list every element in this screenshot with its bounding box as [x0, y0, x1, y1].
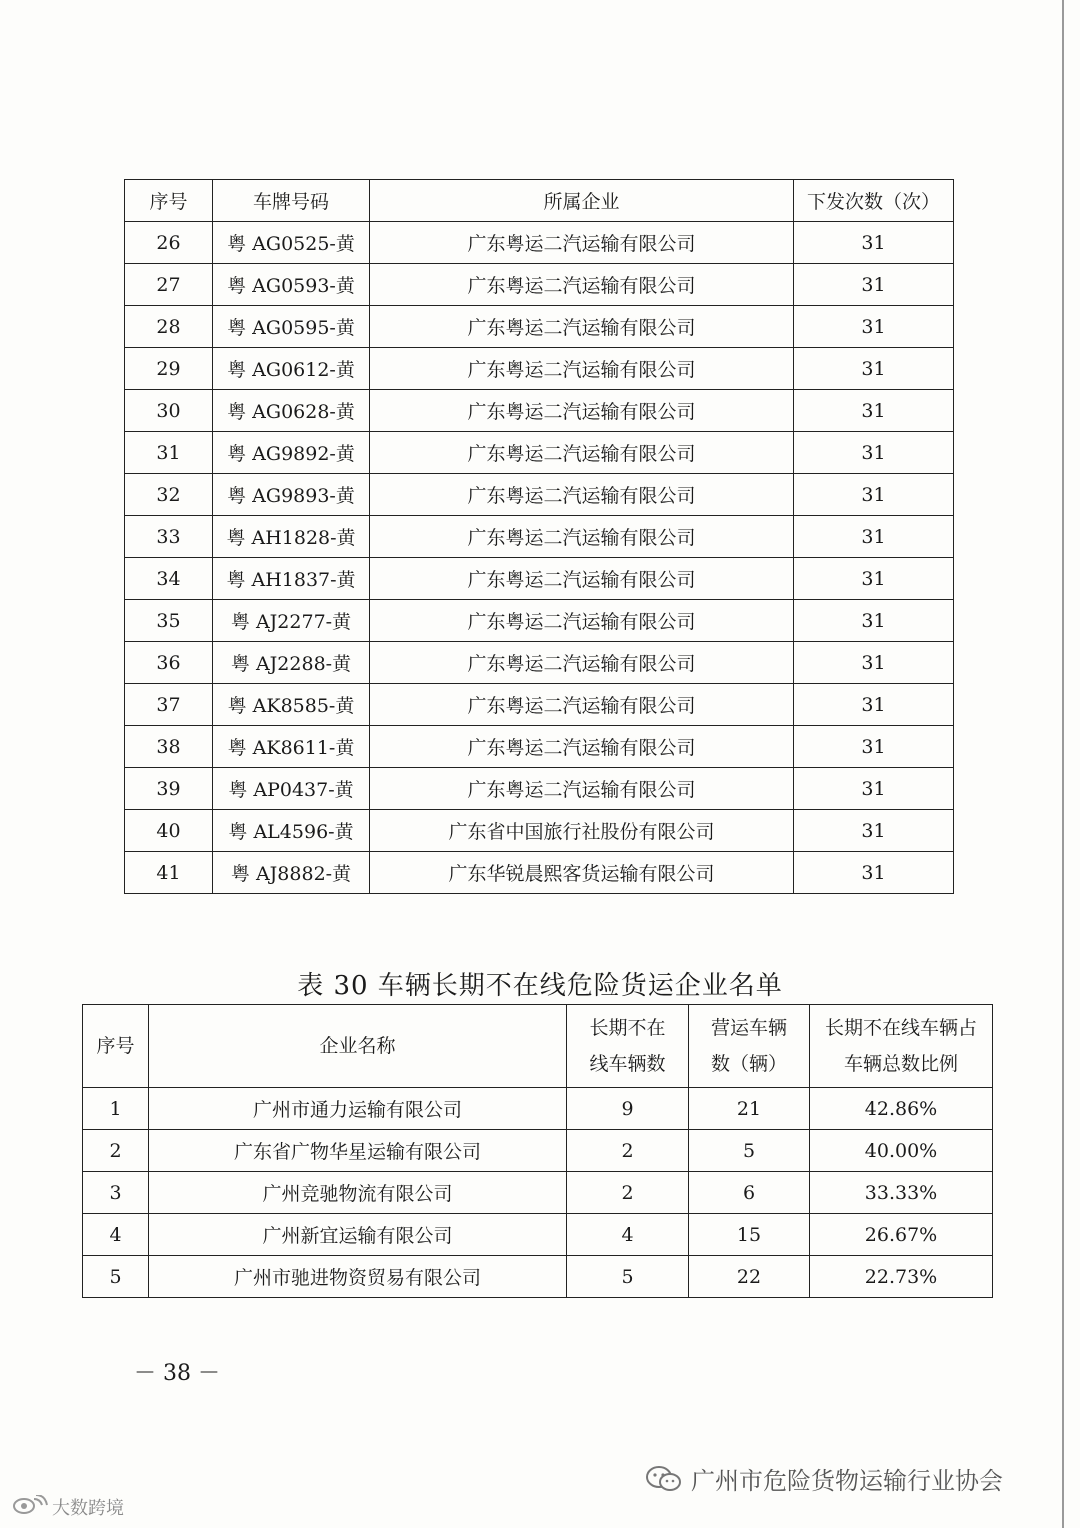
table-cell: 粤 AJ8882-黄	[213, 852, 370, 894]
table-cell: 广东华锐晨熙客货运输有限公司	[370, 852, 794, 894]
table-cell: 38	[125, 726, 213, 768]
table-cell: 39	[125, 768, 213, 810]
table-cell: 粤 AK8611-黄	[213, 726, 370, 768]
table-cell: 广东粤运二汽运输有限公司	[370, 684, 794, 726]
table-cell: 22	[689, 1256, 810, 1298]
table-cell: 26.67%	[810, 1214, 993, 1256]
table-cell: 广东省广物华星运输有限公司	[149, 1130, 567, 1172]
header-cell: 下发次数（次）	[794, 180, 954, 222]
table-cell: 粤 AG0593-黄	[213, 264, 370, 306]
header-cell: 营运车辆数（辆）	[689, 1005, 810, 1088]
company-table-header	[83, 1005, 993, 1088]
company-table-row	[83, 1130, 993, 1172]
table-cell: 40.00%	[810, 1130, 993, 1172]
table-cell: 31	[794, 390, 954, 432]
company-table	[82, 1004, 993, 1298]
table-cell: 31	[794, 222, 954, 264]
table-cell: 42.86%	[810, 1088, 993, 1130]
table-cell: 粤 AL4596-黄	[213, 810, 370, 852]
vehicle-table-row	[125, 432, 954, 474]
table-cell: 5	[689, 1130, 810, 1172]
table-cell: 粤 AK8585-黄	[213, 684, 370, 726]
table-cell: 31	[794, 852, 954, 894]
table-cell: 9	[567, 1088, 689, 1130]
vehicle-table-row	[125, 684, 954, 726]
table-cell: 广东粤运二汽运输有限公司	[370, 726, 794, 768]
table-cell: 31	[794, 768, 954, 810]
table-cell: 28	[125, 306, 213, 348]
table-cell: 粤 AH1828-黄	[213, 516, 370, 558]
table-cell: 广东粤运二汽运输有限公司	[370, 264, 794, 306]
table-cell: 21	[689, 1088, 810, 1130]
table-cell: 31	[794, 432, 954, 474]
watermark-association	[645, 1461, 1003, 1496]
table-cell: 1	[83, 1088, 149, 1130]
table-cell: 35	[125, 600, 213, 642]
vehicle-table-row	[125, 810, 954, 852]
table-cell: 41	[125, 852, 213, 894]
table-cell: 33.33%	[810, 1172, 993, 1214]
table-cell: 31	[794, 600, 954, 642]
table-cell: 31	[794, 642, 954, 684]
table-cell: 34	[125, 558, 213, 600]
table-cell: 31	[794, 348, 954, 390]
table-cell: 26	[125, 222, 213, 264]
table-cell: 22.73%	[810, 1256, 993, 1298]
table-cell: 粤 AP0437-黄	[213, 768, 370, 810]
wechat-icon	[645, 1465, 683, 1493]
table-cell: 广州市通力运输有限公司	[149, 1088, 567, 1130]
table-cell: 27	[125, 264, 213, 306]
watermark-brand	[12, 1494, 124, 1520]
table-cell: 4	[567, 1214, 689, 1256]
table-cell: 粤 AG0525-黄	[213, 222, 370, 264]
table-cell: 广东粤运二汽运输有限公司	[370, 432, 794, 474]
header-cell: 序号	[125, 180, 213, 222]
vehicle-table-row	[125, 222, 954, 264]
table-cell: 广州新宜运输有限公司	[149, 1214, 567, 1256]
table-cell: 29	[125, 348, 213, 390]
table-cell: 广东粤运二汽运输有限公司	[370, 222, 794, 264]
company-table-row	[83, 1256, 993, 1298]
table-cell: 广东粤运二汽运输有限公司	[370, 474, 794, 516]
vehicle-table-row	[125, 600, 954, 642]
vehicle-table-header	[125, 180, 954, 222]
vehicle-table-row	[125, 306, 954, 348]
watermark-association-text: 广州市危险货物运输行业协会	[691, 1467, 1003, 1495]
table-cell: 广东粤运二汽运输有限公司	[370, 642, 794, 684]
vehicle-table-row	[125, 768, 954, 810]
table-cell: 广东粤运二汽运输有限公司	[370, 516, 794, 558]
vehicle-table-row	[125, 852, 954, 894]
table-cell: 广东粤运二汽运输有限公司	[370, 768, 794, 810]
table-cell: 36	[125, 642, 213, 684]
header-cell: 所属企业	[370, 180, 794, 222]
page-number: － 38 －	[134, 1361, 220, 1386]
table-cell: 2	[567, 1130, 689, 1172]
vehicle-table-row	[125, 558, 954, 600]
vehicle-table-row	[125, 516, 954, 558]
table-cell: 33	[125, 516, 213, 558]
table-cell: 15	[689, 1214, 810, 1256]
table-cell: 广东粤运二汽运输有限公司	[370, 600, 794, 642]
vehicle-table-row	[125, 348, 954, 390]
vehicle-table	[124, 179, 954, 894]
weibo-icon	[12, 1495, 48, 1520]
table-cell: 广东粤运二汽运输有限公司	[370, 306, 794, 348]
vehicle-table-row	[125, 390, 954, 432]
header-cell: 长期不在线车辆占车辆总数比例	[810, 1005, 993, 1088]
table-cell: 37	[125, 684, 213, 726]
table-cell: 31	[794, 810, 954, 852]
table-cell: 4	[83, 1214, 149, 1256]
table-cell: 31	[794, 306, 954, 348]
table-cell: 粤 AJ2288-黄	[213, 642, 370, 684]
header-cell: 长期不在线车辆数	[567, 1005, 689, 1088]
table-cell: 5	[567, 1256, 689, 1298]
watermark-brand-text: 大数跨境	[52, 1498, 124, 1519]
table-cell: 3	[83, 1172, 149, 1214]
table-cell: 6	[689, 1172, 810, 1214]
table-cell: 31	[794, 516, 954, 558]
vehicle-table-row	[125, 474, 954, 516]
table-cell: 31	[794, 726, 954, 768]
table-cell: 30	[125, 390, 213, 432]
header-cell: 车牌号码	[213, 180, 370, 222]
table-cell: 31	[125, 432, 213, 474]
table-cell: 广东粤运二汽运输有限公司	[370, 390, 794, 432]
table-cell: 5	[83, 1256, 149, 1298]
table-cell: 2	[567, 1172, 689, 1214]
table-cell: 粤 AH1837-黄	[213, 558, 370, 600]
header-cell: 企业名称	[149, 1005, 567, 1088]
company-table-row	[83, 1214, 993, 1256]
vehicle-table-row	[125, 726, 954, 768]
table-cell: 广州市驰进物资贸易有限公司	[149, 1256, 567, 1298]
table-cell: 31	[794, 558, 954, 600]
table-cell: 40	[125, 810, 213, 852]
table-cell: 粤 AJ2277-黄	[213, 600, 370, 642]
table-cell: 粤 AG0595-黄	[213, 306, 370, 348]
page-edge-divider	[1062, 0, 1064, 1528]
table-cell: 2	[83, 1130, 149, 1172]
table-cell: 广东粤运二汽运输有限公司	[370, 558, 794, 600]
vehicle-table-row	[125, 642, 954, 684]
table-cell: 粤 AG9892-黄	[213, 432, 370, 474]
table-caption: 表 30 车辆长期不在线危险货运企业名单	[297, 971, 783, 1001]
table-cell: 31	[794, 684, 954, 726]
table-cell: 31	[794, 474, 954, 516]
table-cell: 广州竞驰物流有限公司	[149, 1172, 567, 1214]
table-cell: 粤 AG9893-黄	[213, 474, 370, 516]
table-cell: 广东省中国旅行社股份有限公司	[370, 810, 794, 852]
header-cell: 序号	[83, 1005, 149, 1088]
company-table-row	[83, 1172, 993, 1214]
company-table-row	[83, 1088, 993, 1130]
table-cell: 粤 AG0628-黄	[213, 390, 370, 432]
table-cell: 31	[794, 264, 954, 306]
table-cell: 粤 AG0612-黄	[213, 348, 370, 390]
vehicle-table-row	[125, 264, 954, 306]
table-cell: 32	[125, 474, 213, 516]
table-cell: 广东粤运二汽运输有限公司	[370, 348, 794, 390]
